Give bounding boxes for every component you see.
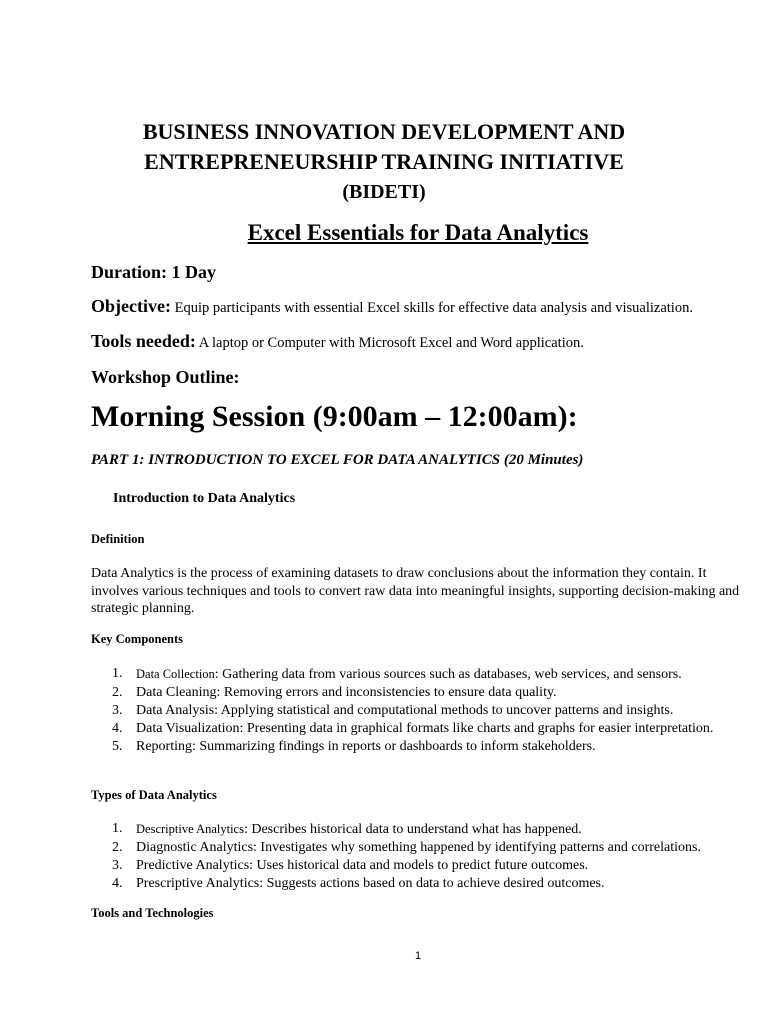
list-item xyxy=(112,857,768,875)
outline-line xyxy=(91,367,240,388)
key-components-list xyxy=(91,665,756,756)
list-item-text: : Applying statistical and computational methods to uncover patterns and insights. xyxy=(214,703,674,718)
list-item xyxy=(112,702,756,720)
bullet-heading xyxy=(91,491,295,507)
list-item-term: Predictive Analytics xyxy=(136,858,250,873)
list-item-term: Data Collection xyxy=(136,667,215,681)
org-title-line-2: ENTREPRENEURSHIP TRAINING INITIATIVE xyxy=(144,149,624,174)
list-item xyxy=(112,820,768,839)
types-list xyxy=(91,820,768,893)
list-item-term: Reporting xyxy=(136,739,192,754)
list-item-text: : Suggests actions based on data to achieve desired outcomes. xyxy=(259,876,605,891)
list-item-text: : Describes historical data to understand what has happened. xyxy=(243,822,582,837)
list-item-number: 1. xyxy=(112,666,123,681)
list-item-text: : Gathering data from various sources such as databases, web services, and sensors. xyxy=(214,667,682,682)
tools-line xyxy=(91,331,584,352)
list-item-text: : Investigates why something happened by identifying patterns and correlations. xyxy=(253,840,701,855)
tools-label: Tools needed: xyxy=(91,331,196,351)
list-item xyxy=(112,875,768,893)
list-item-number: 2. xyxy=(112,840,123,855)
list-item-number: 2. xyxy=(112,685,123,700)
list-item-number: 4. xyxy=(112,721,123,736)
org-acronym: (BIDETI) xyxy=(342,181,426,203)
org-title-line-1: BUSINESS INNOVATION DEVELOPMENT AND xyxy=(142,119,626,144)
list-item xyxy=(112,720,756,738)
list-item-number: 5. xyxy=(112,739,123,754)
list-item xyxy=(112,839,768,857)
tools-text: A laptop or Computer with Microsoft Excel and Word application. xyxy=(198,335,584,351)
key-components-heading: Key Components xyxy=(91,632,184,646)
list-item-term: Descriptive Analytics xyxy=(136,822,244,836)
list-item xyxy=(112,684,756,702)
list-item-term: Prescriptive Analytics xyxy=(136,876,260,891)
list-item xyxy=(112,665,756,684)
definition-text: Data Analytics is the process of examining datasets to draw conclusions about the information they contain. It involves various techniques and tools to convert raw data into meaningful insights, supporting decision-making and strategic planning. xyxy=(91,566,740,616)
objective-line xyxy=(91,296,693,317)
list-item-number: 4. xyxy=(112,876,123,891)
objective-label: Objective: xyxy=(91,296,171,316)
list-item-number: 3. xyxy=(112,858,123,873)
list-item-text: : Presenting data in graphical formats like charts and graphs for easier interpretation. xyxy=(239,721,714,736)
list-item-number: 1. xyxy=(112,821,123,836)
list-item-term: Data Cleaning xyxy=(136,685,217,700)
tools-tech-heading: Tools and Technologies xyxy=(91,906,214,920)
list-item-text: : Uses historical data and models to predict future outcomes. xyxy=(249,858,589,873)
list-item-term: Data Analysis xyxy=(136,703,215,718)
bullet-heading-text: Introduction to Data Analytics xyxy=(113,491,296,506)
list-item-term: Data Visualization xyxy=(136,721,240,736)
session-title: Morning Session (9:00am – 12:00am): xyxy=(91,400,578,433)
objective-text: Equip participants with essential Excel skills for effective data analysis and visualization. xyxy=(174,300,693,316)
list-item-term: Diagnostic Analytics xyxy=(136,840,254,855)
list-item-text: : Removing errors and inconsistencies to ensure data quality. xyxy=(216,685,557,700)
part-1-heading: PART 1: INTRODUCTION TO EXCEL FOR DATA ANALYTICS (20 Minutes) xyxy=(91,452,584,468)
page-number: 1 xyxy=(414,950,422,962)
outline-label: Workshop Outline: xyxy=(91,367,240,387)
duration-line xyxy=(91,262,216,283)
definition-heading: Definition xyxy=(91,532,145,546)
course-title: Excel Essentials for Data Analytics xyxy=(247,220,589,245)
list-item xyxy=(112,738,756,756)
list-item-text: : Summarizing findings in reports or dashboards to inform stakeholders. xyxy=(192,739,596,754)
list-item-number: 3. xyxy=(112,703,123,718)
types-heading: Types of Data Analytics xyxy=(91,788,217,802)
duration-label: Duration: 1 Day xyxy=(91,262,216,282)
